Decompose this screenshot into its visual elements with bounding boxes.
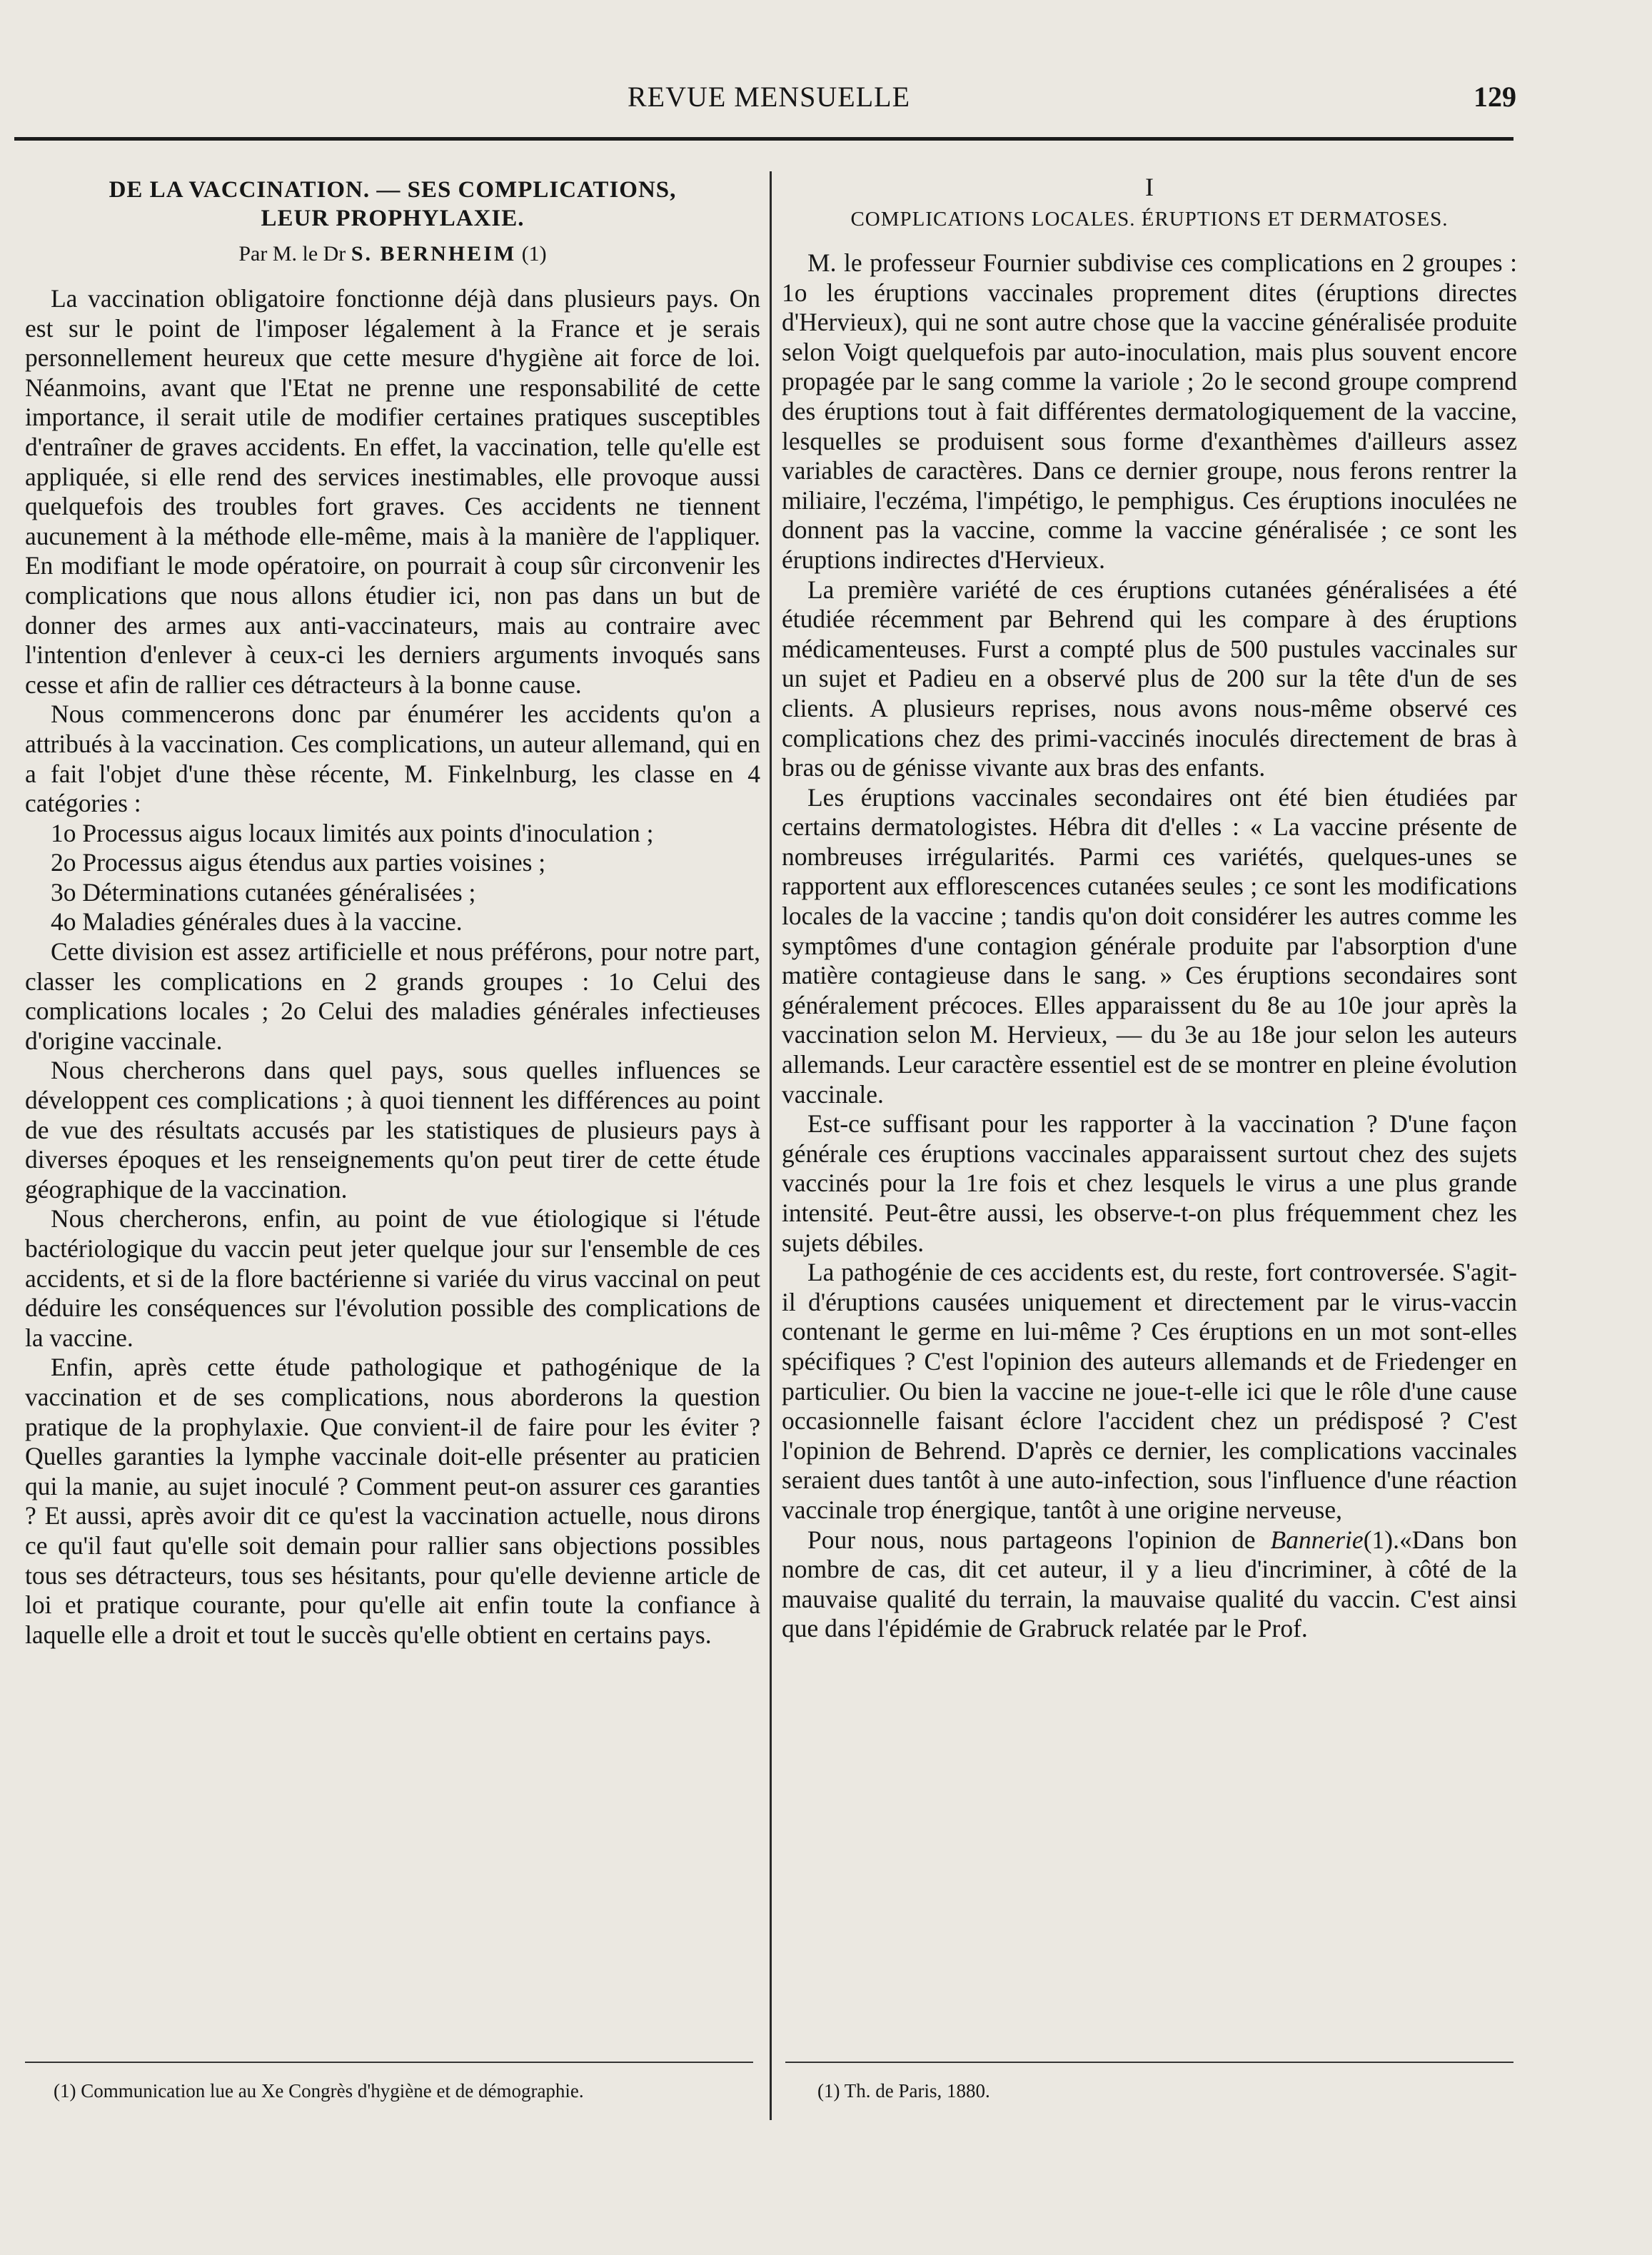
paragraph: Nous chercherons, enfin, au point de vue étiologique si l'étude bactériologique du vaccin peut jeter quelque jour sur l'ensemble de ces accidents, et si de la flore bactérienne si variée du virus vaccinal on peut déduire les conséquences sur l'évolution possible des complications de la vaccine. xyxy=(25,1204,760,1352)
paragraph: Nous chercherons dans quel pays, sous quelles influences se développent ces complications ; à quoi tiennent les différences au point de vue des résultats accusés par les statistiques de plusieurs pays à diverses époques et les renseignements qu'on peut tirer de cette étude géographique de la vaccination. xyxy=(25,1056,760,1204)
section-heading: COMPLICATIONS LOCALES. ÉRUPTIONS ET DERMATOSES. xyxy=(850,208,1449,231)
byline xyxy=(25,238,760,270)
paragraph: La vaccination obligatoire fonctionne déjà dans plusieurs pays. On est sur le point de l'imposer légalement à la France et je serais personnellement heureux que cette mesure d'hygiène ait force de loi. Néanmoins, avant que l'Etat ne prenne une responsabilité de cette importance, il serait utile de modifier certaines pratiques susceptibles d'entraîner de graves accidents. En effet, la vaccination, telle qu'elle est appliquée, si elle rend des services inestimables, elle provoque aussi quelquefois des troubles fort graves. Ces accidents ne tiennent aucunement à la méthode elle-même, mais à la manière de l'appliquer. En modifiant le mode opératoire, on pourrait à coup sûr circonvenir les complications que nous allons étudier ici, non pas dans un but de donner des armes aux anti-vaccinateurs, mais au contraire avec l'intention d'enlever à ceux-ci les derniers arguments invoqués sans cesse et afin de rallier ces détracteurs à la bonne cause. xyxy=(25,284,760,699)
footnote-rule-right xyxy=(785,2062,1514,2063)
paragraph: Enfin, après cette étude pathologique et pathogénique de la vaccination et de ses complications, nous aborderons la question pratique de la prophylaxie. Que convient-il de faire pour les éviter ? Quelles garanties la lymphe vaccinale doit-elle présenter au praticien qui la manie, au sujet inoculé ? Comment peut-on assurer ces garanties ? Et aussi, après avoir dit ce qu'est la vaccination actuelle, nous dirons ce qu'il faut qu'elle soit demain pour rallier sans objections possibles tous ses détracteurs, tous ses hésitants, pour qu'elle devienne article de loi et pratique courante, pour qu'elle ait enfin toute la confiance à laquelle elle a droit et tout le succès qu'elle obtient en certains pays. xyxy=(25,1353,760,1649)
paragraph: Cette division est assez artificielle et nous préférons, pour notre part, classer les complications en 2 grands groupes : 1o Celui des complications locales ; 2o Celui des maladies générales infectieuses d'origine vaccinale. xyxy=(25,937,760,1055)
left-column xyxy=(25,171,760,2056)
list-item: 3o Déterminations cutanées généralisées ; xyxy=(51,877,476,907)
article-title-line-1: DE LA VACCINATION. — SES COMPLICATIONS, xyxy=(109,177,677,203)
paragraph: M. le professeur Fournier subdivise ces complications en 2 groupes : 1o les éruptions vaccinales proprement dites (éruptions directes d'Hervieux), qui ne sont autre chose que la vaccine généralisée produite selon Voigt quelquefois par auto-inoculation, mais plus souvent encore propagée par le sang comme la variole ; 2o le second groupe comprend des éruptions tout à fait différentes dermatologiquement de la vaccine, lesquelles se produisent sous forme d'exanthèmes d'ailleurs assez variables de caractères. Dans ce dernier groupe, nous ferons rentrer la miliaire, l'eczéma, l'impétigo, le pemphigus. Ces éruptions inoculées ne donnent pas la vaccine, comme la vaccine généralisée ; ce sont les éruptions indirectes d'Hervieux. xyxy=(782,248,1517,574)
article-title-line-2: LEUR PROPHYLAXIE. xyxy=(261,206,525,231)
paragraph-text: Pour nous, nous partageons l'opinion de xyxy=(807,1525,1271,1554)
header-rule xyxy=(14,137,1514,141)
footnote-left: (1) Communication lue au Xe Congrès d'hygiène et de démographie. xyxy=(54,2080,584,2102)
list-item: 4o Maladies générales dues à la vaccine. xyxy=(51,907,463,937)
list-item: 1o Processus aigus locaux limités aux points d'inoculation ; xyxy=(51,818,654,847)
column-divider xyxy=(770,171,772,2120)
paragraph-text: (1).«Dans bon nombre de cas, dit cet auteur, il y a lieu d'incriminer, à côté de la mauvaise qualité du terrain, la mauvaise qualité du vaccin. C'est ainsi que dans l'épidémie de Grabruck relatée par le Prof. xyxy=(782,1525,1517,1643)
list-item: 2o Processus aigus étendus aux parties voisines ; xyxy=(51,848,546,877)
right-column xyxy=(782,171,1517,2056)
article-title xyxy=(25,176,760,233)
paragraph: La première variété de ces éruptions cutanées généralisées a été étudiée récemment par Behrend qui les compare à des éruptions médicamenteuses. Furst a compté plus de 500 pustules vaccinales sur un sujet et Padieu en a observé plus de 200 sur la tête d'un de ses clients. A plusieurs reprises, nous avons nous-même observé ces complications chez des primi-vaccinés inoculés directement de bras à bras ou de génisse vivante aux bras des enfants. xyxy=(782,575,1517,782)
journal-title: REVUE MENSUELLE xyxy=(627,81,911,113)
cited-author: Bannerie xyxy=(1270,1525,1364,1554)
byline-prefix: Par M. le Dr xyxy=(238,242,346,266)
paragraph: Les éruptions vaccinales secondaires ont été bien étudiées par certains dermatologistes. Hébra dit d'elles : « La vaccine présente de nombreuses irrégularités. Parmi ces variétés, quelques-unes se rapportent aux efflorescences cutanées seules ; ce sont les modifications locales de la vaccine ; tandis qu'on doit considérer les autres comme les symptômes d'une contagion générale produite par l'absorption d'une matière contagieuse dans le sang. » Ces éruptions secondaires sont généralement précoces. Elles apparaissent du 8e au 10e jour après la vaccination selon M. Hervieux, — du 3e au 18e jour selon les auteurs allemands. Leur caractère essentiel est de se montrer en pleine évolution vaccinale. xyxy=(782,782,1517,1109)
byline-footnote-ref: (1) xyxy=(521,242,547,266)
paragraph: La pathogénie de ces accidents est, du reste, fort controversée. S'agit-il d'éruptions causées uniquement et directement par le virus-vaccin contenant le germe en lui-même ? Ces éruptions en un mot sont-elles spécifiques ? C'est l'opinion des auteurs allemands et de Friedenger en particulier. Ou bien la vaccine ne joue-t-elle ici que le rôle d'une cause occasionnelle faisant éclore l'accident chez un prédisposé ? C'est l'opinion de Behrend. D'après ce dernier, les complications vaccinales seraient dues tantôt à une auto-infection, sous l'influence d'une réaction vaccinale trop énergique, tantôt à une origine nerveuse, xyxy=(782,1258,1517,1524)
section-number: I xyxy=(1145,173,1154,201)
paragraph xyxy=(782,1525,1517,1644)
running-head xyxy=(21,80,1516,123)
paragraph: Nous commencerons donc par énumérer les accidents qu'on a attribués à la vaccination. Ces complications, un auteur allemand, qui en a fait l'objet d'une thèse récente, M. Finkelnburg, les classe en 4 catégories : xyxy=(25,700,760,818)
author-name: S. BERNHEIM xyxy=(351,242,517,266)
paragraph: Est-ce suffisant pour les rapporter à la vaccination ? D'une façon générale ces éruptions vaccinales apparaissent surtout chez des sujets vaccinés pour la 1re fois et chez lesquels le virus a une plus grande intensité. Peut-être aussi, les observe-t-on plus fréquemment chez les sujets débiles. xyxy=(782,1109,1517,1257)
footnote-rule-left xyxy=(25,2062,753,2063)
footnote-right: (1) Th. de Paris, 1880. xyxy=(817,2080,990,2102)
page-number: 129 xyxy=(1474,81,1516,113)
